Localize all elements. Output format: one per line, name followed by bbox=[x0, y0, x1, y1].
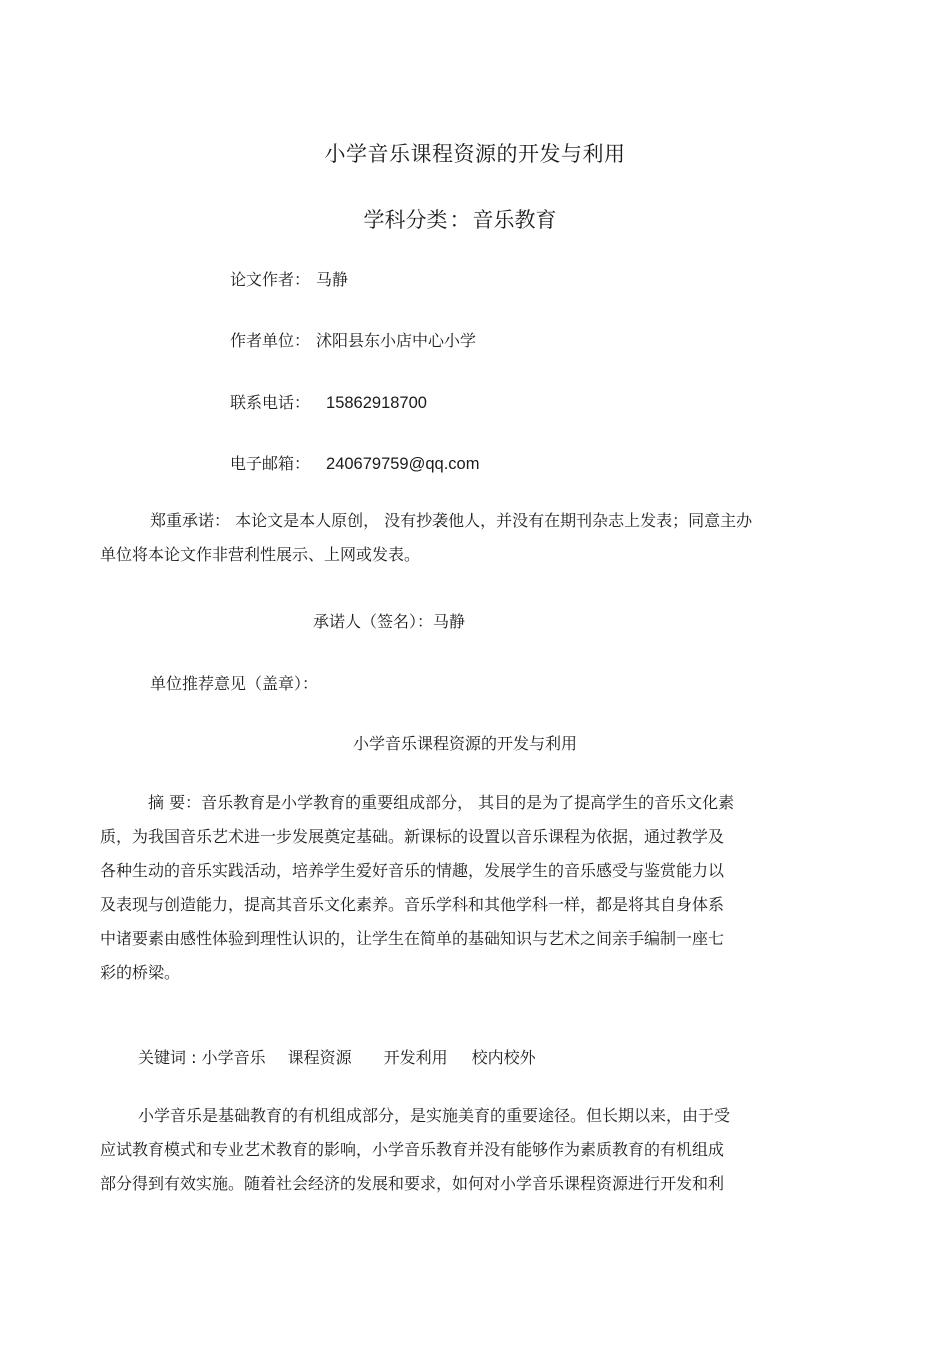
email-field bbox=[230, 451, 479, 474]
abstract-line: 及表现与创造能力，提高其音乐文化素养。音乐学科和其他学科一样，都是将其自身体系 bbox=[100, 895, 725, 914]
pledge-line: 单位将本论文作非营利性展示、上网或发表。 bbox=[100, 545, 421, 564]
email-value: 240679759@qq.com bbox=[326, 455, 480, 473]
body-line: 应试教育模式和专业艺术教育的影响，小学音乐教育并没有能够作为素质教育的有机组成 bbox=[100, 1140, 725, 1159]
subject-separator: ： bbox=[449, 208, 471, 232]
abstract-line: 摘 要：音乐教育是小学教育的重要组成部分， 其目的是为了提高学生的音乐文化素 bbox=[148, 793, 735, 812]
subject-classification bbox=[0, 204, 920, 234]
author-value: 马静 bbox=[316, 270, 349, 289]
abstract-line: 彩的桥梁。 bbox=[100, 963, 181, 982]
subject-label: 学科分类 bbox=[363, 208, 448, 232]
author-field bbox=[230, 267, 348, 290]
signer-line: 承诺人（签名）：马静 bbox=[313, 612, 466, 631]
abstract-line: 各种生动的音乐实践活动，培养学生爱好音乐的情趣，发展学生的音乐感受与鉴赏能力以 bbox=[100, 861, 725, 880]
keyword-item: 小学音乐 bbox=[201, 1048, 266, 1067]
unit-recommendation: 单位推荐意见（盖章）： bbox=[150, 674, 319, 693]
abstract-line: 中诸要素由感性体验到理性认识的，让学生在简单的基础知识与艺术之间亲手编制一座七 bbox=[100, 929, 725, 948]
pledge-line: 郑重承诺： 本论文是本人原创， 没有抄袭他人，并没有在期刊杂志上发表；同意主办 bbox=[150, 511, 753, 530]
email-label: 电子邮箱： bbox=[230, 454, 311, 473]
subject-value: 音乐教育 bbox=[472, 208, 557, 232]
phone-value: 15862918700 bbox=[326, 394, 427, 412]
keyword-item: 开发利用 bbox=[383, 1048, 448, 1067]
keywords-label: 关键词 : bbox=[138, 1048, 202, 1067]
pledge-paragraph bbox=[100, 504, 860, 572]
page-title: 小学音乐课程资源的开发与利用 bbox=[324, 142, 626, 166]
article-title: 小学音乐课程资源的开发与利用 bbox=[352, 734, 577, 753]
abstract-paragraph bbox=[100, 786, 860, 990]
phone-label: 联系电话： bbox=[230, 393, 311, 412]
abstract-line: 质，为我国音乐艺术进一步发展奠定基础。新课标的设置以音乐课程为依据，通过教学及 bbox=[100, 827, 725, 846]
author-label: 论文作者： bbox=[230, 270, 311, 289]
body-line: 部分得到有效实施。随着社会经济的发展和要求，如何对小学音乐课程资源进行开发和利 bbox=[100, 1174, 725, 1193]
phone-field bbox=[230, 390, 427, 413]
keyword-item: 课程资源 bbox=[287, 1048, 352, 1067]
unit-label: 作者单位： bbox=[230, 331, 311, 350]
body-paragraph bbox=[100, 1099, 860, 1201]
unit-value: 沭阳县东小店中心小学 bbox=[316, 331, 477, 350]
keywords-line bbox=[138, 1045, 536, 1068]
body-line: 小学音乐是基础教育的有机组成部分，是实施美育的重要途径。但长期以来，由于受 bbox=[138, 1106, 731, 1125]
unit-field bbox=[230, 328, 476, 351]
keyword-item: 校内校外 bbox=[471, 1048, 536, 1067]
